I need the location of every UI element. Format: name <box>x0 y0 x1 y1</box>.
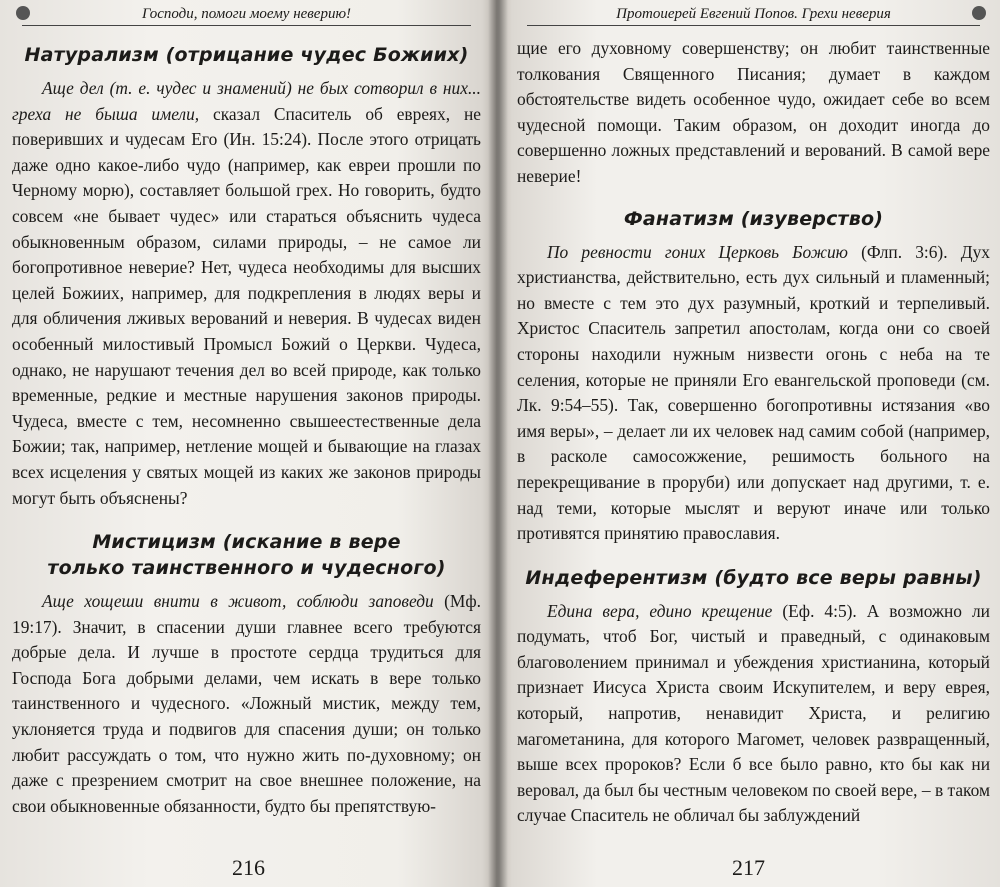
body-paragraph <box>517 599 990 829</box>
paragraph-text: (Мф. 19:17). Значит, в спасении души главнее всего требуются добрые дела. И лучше в простоте сердца трудиться для Господа Бога добрыми делами, чем искать в вере только таинственного и чудесного. «Ложный мистик, между тем, уклоняется труда и подвигов для спасения души; он только любит рассуждать о том, что нужно жить по-духовному; он даже с презрением смотрит на свое внешнее положение, на свои обыкновенные обязанности, будто бы препятствую- <box>12 591 481 816</box>
page-number: 217 <box>732 855 765 880</box>
paragraph-text: сказал Спаситель об евреях, не поверивших и чудесам Его (Ин. 15:24). После этого отрицать даже одно какое-либо чудо (например, как евреи прошли по Черному морю), составляет большой грех. Но говорить, будто совсем «не бывает чудес» или стараться объяснить чудеса обыкновенным образом, силами природы, – не самое ли богопротивное неверие? Нет, чудеса необходимы для высших целей Божиих, например, для подкрепления в людях веры и для обличения лживых верований и неверия. В чудесах виден особенный милостивый Промысл Божий о Церкви. Чудеса, однако, не нарушают течения дел во всей природе, как только временные, редкие и местные нарушения законов природы. Чудеса, вместе с тем, несомненно свышеестественные дела Божии; так, например, нетление мощей и бывающие на глазах всех исцеления у святых мощей из каких же законов природы могут быть объяснены? <box>12 103 481 508</box>
right-page <box>497 0 1000 887</box>
section-heading: Индеферентизм (будто все веры равны) <box>525 566 982 589</box>
epigraph: Аще дел (т. е. чудес и знамений) не быx сотворил в них... греха не быша имели, <box>12 78 481 124</box>
section-heading: Натурализм (отрицание чудес Божиих) <box>24 44 469 66</box>
ornament-icon <box>972 6 986 20</box>
section-heading: Фанатизм (изуверство) <box>623 207 884 230</box>
epigraph: Аще хощеши внити в живот, соблюди заповеди <box>42 591 434 612</box>
book-gutter <box>488 0 508 887</box>
body-paragraph <box>12 76 481 511</box>
body-paragraph <box>517 240 990 547</box>
paragraph-text: (Флп. 3:6). Дух христианства, действительно, есть дух сильный и пламенный; но вместе с тем это дух разумный, кроткий и терпеливый. Христос Спаситель запретил апостолам, когда они со своей стороны находили нужным низвести огонь с неба на те селения, которые не приняли Его евангельской проповеди (см. Лк. 9:54–55). Так, совершенно богопротивны истязания «во имя веры», – делает ли их человек над самим собой (например, в расколе самосожжение, решимость больного на перекрещивание в проруби) или допускает над другими, т. е. над теми, которые мыслят и веруют иначе или только противятся принятию православия. <box>517 241 990 544</box>
ornament-icon <box>16 6 30 20</box>
running-head-left: Господи, помоги моему неверию! <box>12 0 481 28</box>
section-heading: Мистицизм (искание в вере только таинственного и чудесного) <box>47 531 446 580</box>
epigraph: Едина вера, едино крещение <box>547 600 773 621</box>
header-rule <box>527 25 980 26</box>
body-paragraph <box>12 589 481 819</box>
header-rule <box>22 25 471 26</box>
running-head-right: Протоиерей Евгений Попов. Грехи неверия <box>517 0 990 28</box>
continuation-paragraph: щие его духовному совершенству; он любит таинственные толкования Священного Писания; думает в каждом обстоятельстве видеть особенное чудо, ожидает себе во всем чудесной помощи. Таким образом, он доходит иногда до совершенно ложных представлений и верований. В самой вере неверие! <box>517 38 990 186</box>
left-page <box>0 0 497 887</box>
epigraph: По ревности гоних Церковь Божию <box>547 241 848 262</box>
page-number: 216 <box>232 855 265 880</box>
paragraph-text: (Еф. 4:5). А возможно ли подумать, чтоб Бог, чистый и праведный, с одинаковым благоволением принимал и убеждения христианина, который признает Иисуса Христа своим Искупителем, и веру еврея, который, напротив, ненавидит Христа, и религию магометанина, для которого Магомет, человек развращенный, выше всех пророков? Если б все было равно, кто бы как ни веровал, да был бы честным человеком по своей вере, – в таком случае Спаситель не обличал бы заблуждений <box>517 600 990 826</box>
